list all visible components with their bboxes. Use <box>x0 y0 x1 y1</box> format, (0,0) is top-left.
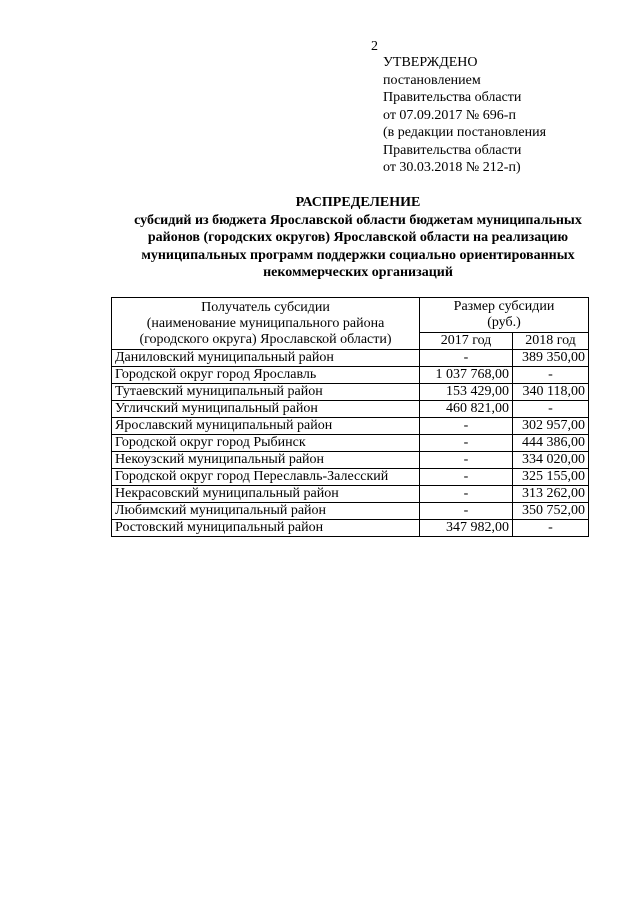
document-subtitle-line: субсидий из бюджета Ярославской области бюджетам муниципальных <box>134 212 582 228</box>
amount-2017-cell: - <box>420 469 513 486</box>
amount-2017-cell: - <box>420 503 513 520</box>
approval-line: от 30.03.2018 № 212-п) <box>383 160 521 175</box>
approval-line: Правительства области <box>383 142 522 158</box>
amount-2017-cell: 153 429,00 <box>420 384 513 401</box>
recipient-name-cell: Даниловский муниципальный район <box>112 350 420 367</box>
recipient-name-cell: Городской округ город Ярославль <box>112 367 420 384</box>
amount-2018-cell: 444 386,00 <box>513 435 589 452</box>
amount-2018-cell: 313 262,00 <box>513 486 589 503</box>
year-2017-header: 2017 год <box>420 333 513 350</box>
recipient-name-cell: Ростовский муниципальный район <box>112 520 420 537</box>
document-subtitle-line: районов (городских округов) Ярославской области на реализацию <box>147 230 569 245</box>
year-2018-header: 2018 год <box>513 333 589 350</box>
header-line: Размер субсидии <box>453 299 555 314</box>
amount-2018-cell: 334 020,00 <box>513 452 589 469</box>
approval-stamp <box>383 54 546 177</box>
amount-2017-cell: - <box>420 350 513 367</box>
approval-line: Правительства области <box>383 90 522 105</box>
recipient-name-cell: Ярославский муниципальный район <box>112 418 420 435</box>
page-number: 2 <box>371 39 378 54</box>
table-row <box>112 435 589 452</box>
table-row <box>112 469 589 486</box>
amount-2017-cell: - <box>420 435 513 452</box>
table-header-row <box>112 298 589 333</box>
amount-2017-cell: - <box>420 486 513 503</box>
document-title: РАСПРЕДЕЛЕНИЕ <box>295 195 421 210</box>
document-subtitle-line: муниципальных программ поддержки социально ориентированных <box>141 247 575 263</box>
recipient-name-cell: Городской округ город Рыбинск <box>112 435 420 452</box>
amount-2018-cell: - <box>513 367 589 384</box>
amount-2018-cell: 325 155,00 <box>513 469 589 486</box>
recipient-column-header <box>112 298 420 350</box>
recipient-name-cell: Городской округ город Переславль-Залесский <box>112 469 420 486</box>
approval-line: (в редакции постановления <box>383 125 547 140</box>
approval-line: постановлением <box>383 72 481 88</box>
amount-2018-cell: - <box>513 401 589 418</box>
amount-column-header <box>420 298 589 333</box>
document-heading <box>100 194 616 282</box>
subsidy-table <box>111 297 589 537</box>
recipient-name-cell: Некрасовский муниципальный район <box>112 486 420 503</box>
approval-line: УТВЕРЖДЕНО <box>383 55 478 70</box>
recipient-name-cell: Тутаевский муниципальный район <box>112 384 420 401</box>
recipient-name-cell: Угличский муниципальный район <box>112 401 420 418</box>
table-row <box>112 503 589 520</box>
table-row <box>112 486 589 503</box>
amount-2018-cell: - <box>513 520 589 537</box>
amount-2017-cell: 347 982,00 <box>420 520 513 537</box>
table-row <box>112 418 589 435</box>
amount-2018-cell: 389 350,00 <box>513 350 589 367</box>
amount-2017-cell: - <box>420 452 513 469</box>
header-line: (городского округа) Ярославской области) <box>139 331 392 347</box>
table-row <box>112 452 589 469</box>
amount-2017-cell: - <box>420 418 513 435</box>
header-line: Получатель субсидии <box>201 299 330 315</box>
approval-line: от 07.09.2017 № 696-п <box>383 107 516 123</box>
amount-2017-cell: 460 821,00 <box>420 401 513 418</box>
document-subtitle-line: некоммерческих организаций <box>263 265 453 280</box>
amount-2017-cell: 1 037 768,00 <box>420 367 513 384</box>
recipient-name-cell: Некоузский муниципальный район <box>112 452 420 469</box>
table-row <box>112 401 589 418</box>
table-row <box>112 367 589 384</box>
header-line: (наименование муниципального района <box>146 315 385 331</box>
amount-2018-cell: 340 118,00 <box>513 384 589 401</box>
table-row <box>112 384 589 401</box>
header-line: (руб.) <box>487 315 521 330</box>
recipient-name-cell: Любимский муниципальный район <box>112 503 420 520</box>
table-row <box>112 520 589 537</box>
table-row <box>112 350 589 367</box>
amount-2018-cell: 302 957,00 <box>513 418 589 435</box>
amount-2018-cell: 350 752,00 <box>513 503 589 520</box>
